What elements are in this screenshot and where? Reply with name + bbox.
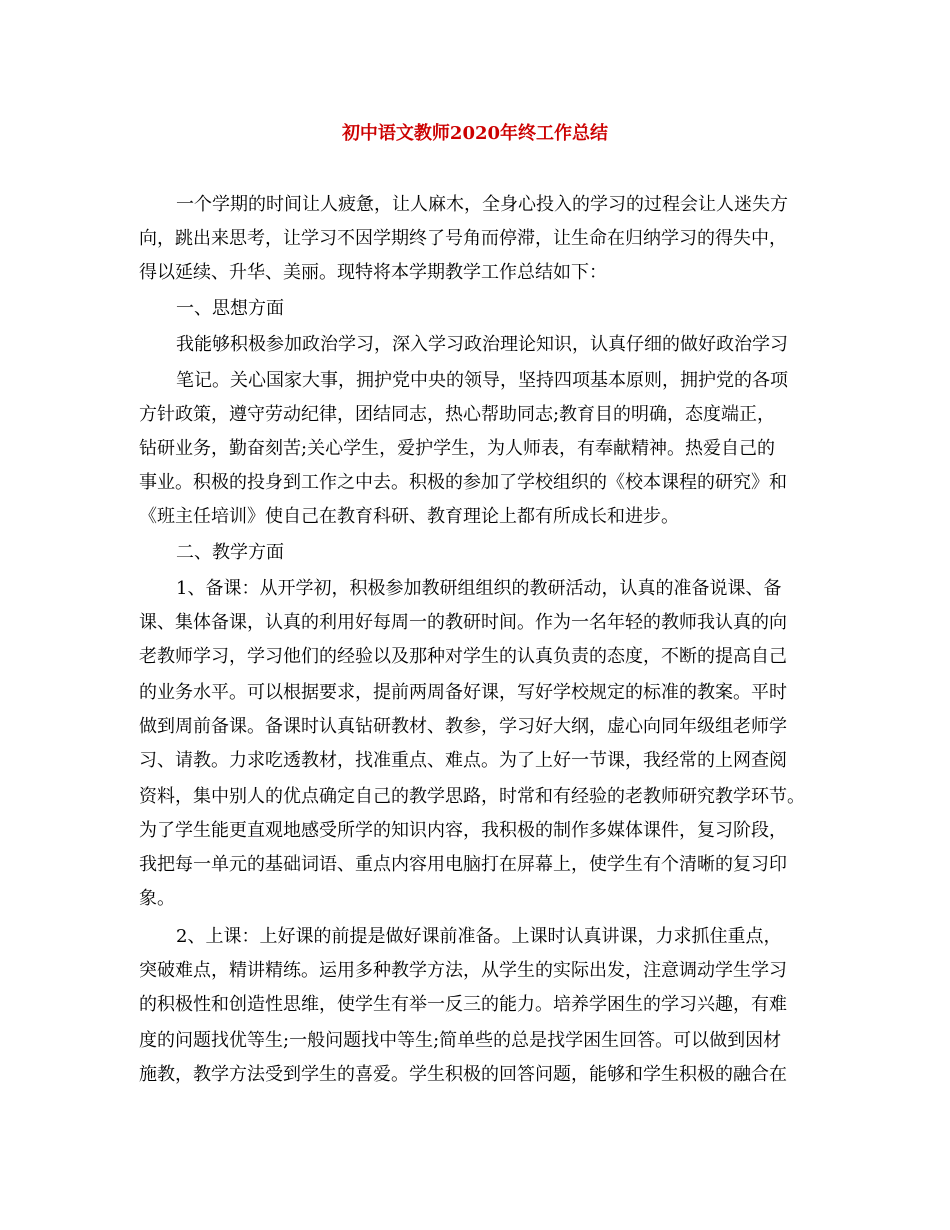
paragraph-line: 习、请教。力求吃透教材，找准重点、难点。为了上好一节课，我经常的上网查阅	[139, 750, 787, 771]
section-heading: 二、教学方面	[176, 542, 284, 563]
paragraph-line: 做到周前备课。备课时认真钻研教材、教参，学习好大纲，虚心向同年级组老师学	[139, 716, 787, 737]
paragraph-line: 得以延续、升华、美丽。现特将本学期教学工作总结如下：	[139, 262, 607, 283]
paragraph-line: 资料，集中别人的优点确定自己的教学思路，时常和有经验的老教师研究教学环节。	[139, 786, 805, 807]
paragraph-line: 我能够积极参加政治学习，深入学习政治理论知识，认真仔细的做好政治学习	[176, 334, 788, 355]
paragraph-line: 老教师学习，学习他们的经验以及那种对学生的认真负责的态度，不断的提高自己	[139, 646, 787, 667]
paragraph-line: 度的问题找优等生;一般问题找中等生;简单些的总是找学困生回答。可以做到因材	[139, 1030, 782, 1051]
paragraph-line: 一个学期的时间让人疲惫，让人麻木，全身心投入的学习的过程会让人迷失方	[176, 194, 788, 215]
paragraph-line: 为了学生能更直观地感受所学的知识内容，我积极的制作多媒体课件，复习阶段，	[139, 820, 787, 841]
section-heading: 一、思想方面	[176, 298, 284, 319]
paragraph-line: 方针政策，遵守劳动纪律，团结同志，热心帮助同志;教育目的明确，态度端正，	[139, 404, 776, 425]
paragraph-line: 1、备课：从开学初，积极参加教研组组织的教研活动，认真的准备说课、备	[176, 578, 782, 599]
paragraph-line: 象。	[139, 888, 175, 909]
paragraph-line: 的积极性和创造性思维，使学生有举一反三的能力。培养学困生的学习兴趣，有难	[139, 994, 787, 1015]
paragraph-line: 施教，教学方法受到学生的喜爱。学生积极的回答问题，能够和学生积极的融合在	[139, 1064, 787, 1085]
paragraph-line: 的业务水平。可以根据要求，提前两周备好课，写好学校规定的标准的教案。平时	[139, 682, 787, 703]
paragraph-line: 课、集体备课，认真的利用好每周一的教研时间。作为一名年轻的教师我认真的向	[139, 612, 787, 633]
paragraph-line: 钻研业务，勤奋刻苦;关心学生，爱护学生，为人师表，有奉献精神。热爱自己的	[139, 438, 776, 459]
paragraph-line: 2、上课：上好课的前提是做好课前准备。上课时认真讲课，力求抓住重点，	[176, 926, 782, 947]
document-title: 初中语文教师2020年终工作总结	[341, 123, 609, 144]
paragraph-line: 《班主任培训》使自己在教育科研、教育理论上都有所成长和进步。	[139, 506, 679, 527]
paragraph-line: 笔记。关心国家大事，拥护党中央的领导，坚持四项基本原则，拥护党的各项	[176, 370, 788, 391]
paragraph-line: 向，跳出来思考，让学习不因学期终了号角而停滞，让生命在归纳学习的得失中，	[139, 228, 787, 249]
paragraph-line: 事业。积极的投身到工作之中去。积极的参加了学校组织的《校本课程的研究》和	[139, 472, 787, 493]
paragraph-line: 突破难点，精讲精练。运用多种教学方法，从学生的实际出发，注意调动学生学习	[139, 960, 787, 981]
paragraph-line: 我把每一单元的基础词语、重点内容用电脑打在屏幕上，使学生有个清晰的复习印	[139, 854, 787, 875]
